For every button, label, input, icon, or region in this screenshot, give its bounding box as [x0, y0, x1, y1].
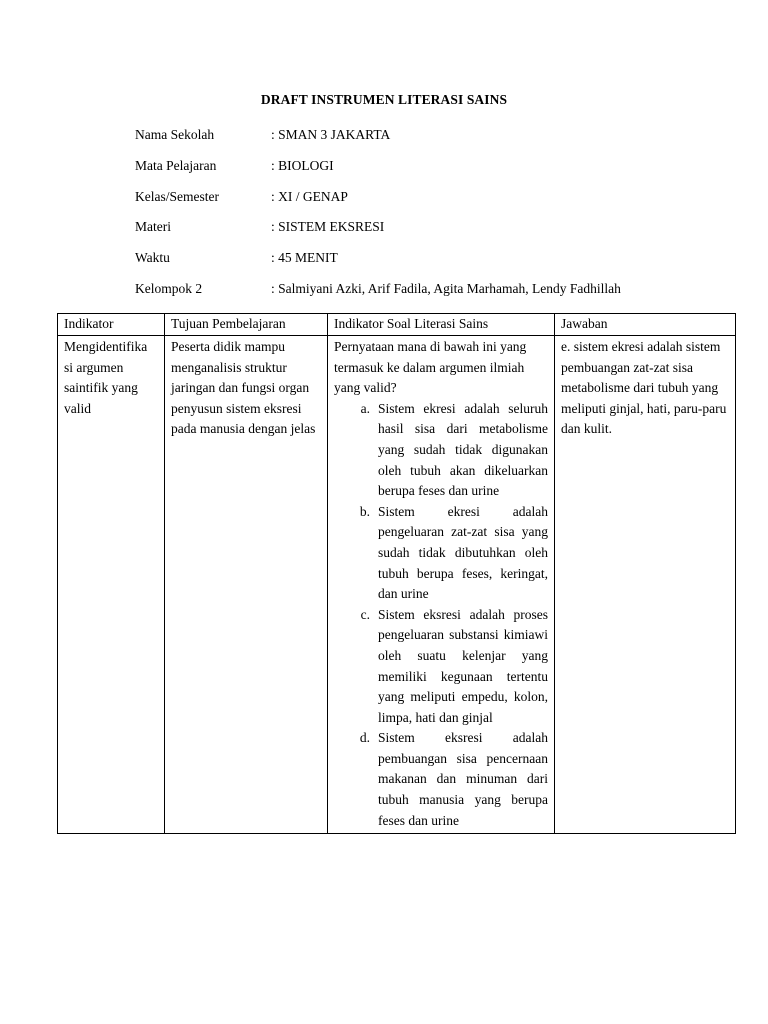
meta-key: Waktu: [135, 250, 170, 266]
meta-row-group: [135, 281, 621, 312]
cell-jawaban: [555, 336, 736, 834]
table-header-row: [58, 314, 736, 336]
meta-row-material: [135, 219, 621, 250]
option-letter: d.: [359, 730, 370, 746]
option-letter: b.: [359, 503, 370, 519]
meta-value: : SISTEM EKSRESI: [271, 219, 385, 235]
indikator-text: Mengidentifika si argumen saintifik yang valid: [64, 339, 148, 416]
option-text: Sistem eksresi adalah proses pengeluaran substansi kimiawi oleh suatu kelenjar yang memiliki kegunaan tertentu yang meliputi empedu, kolon, limpa, hati dan ginjal: [378, 606, 548, 725]
option-letter: a.: [360, 400, 370, 416]
question-text: Pernyataan mana di bawah ini yang termasuk ke dalam argumen ilmiah yang valid?: [334, 339, 527, 396]
cell-indikator: [58, 336, 165, 834]
option-d: [334, 728, 548, 831]
option-text: Sistem ekresi adalah pengeluaran zat-zat sisa yang sudah tidak dibutuhkan oleh tubuh berupa feses, keringat, dan urine: [378, 503, 548, 602]
meta-key: Materi: [135, 219, 171, 235]
option-c: [334, 605, 548, 729]
instrument-table: [57, 313, 736, 834]
table-row: [58, 336, 736, 834]
document-title: DRAFT INSTRUMEN LITERASI SAINS: [260, 92, 508, 107]
meta-value: : XI / GENAP: [271, 188, 348, 204]
meta-row-class: [135, 189, 621, 220]
meta-row-time: [135, 250, 621, 281]
header-tujuan: Tujuan Pembelajaran: [165, 314, 328, 336]
header-indikator: Indikator: [58, 314, 165, 336]
option-a: [334, 399, 548, 502]
header-jawaban: Jawaban: [555, 314, 736, 336]
meta-key: Nama Sekolah: [135, 127, 215, 142]
meta-value: : 45 MENIT: [271, 250, 338, 266]
meta-key: Kelas/Semester: [135, 188, 219, 204]
option-letter: c.: [360, 606, 370, 622]
jawaban-text: e. sistem ekresi adalah sistem pembuangan zat-zat sisa metabolisme dari tubuh yang meliputi ginjal, hati, paru-paru dan kulit.: [561, 339, 727, 437]
meta-row-school: [135, 127, 621, 158]
cell-tujuan: [165, 336, 328, 834]
metadata-block: [135, 127, 621, 312]
answer-options: [334, 399, 548, 831]
meta-value: : Salmiyani Azki, Arif Fadila, Agita Marhamah, Lendy Fadhillah: [271, 280, 621, 296]
meta-key: Kelompok 2: [135, 280, 203, 296]
meta-value: : BIOLOGI: [271, 157, 334, 173]
cell-soal: [328, 336, 555, 834]
meta-row-subject: [135, 158, 621, 189]
option-text: Sistem ekresi adalah seluruh hasil sisa dari metabolisme yang sudah tidak digunakan oleh tubuh akan dikeluarkan berupa feses dan urine: [378, 400, 548, 499]
option-text: Sistem eksresi adalah pembuangan sisa pencernaan makanan dan minuman dari tubuh manusia yang berupa feses dan urine: [378, 730, 548, 828]
option-b: [334, 502, 548, 605]
meta-key: Mata Pelajaran: [135, 157, 217, 173]
meta-value: : SMAN 3 JAKARTA: [271, 127, 391, 142]
tujuan-text: Peserta didik mampu menganalisis struktur jaringan dan fungsi organ penyusun sistem eksresi pada manusia dengan jelas: [171, 339, 316, 437]
header-soal: Indikator Soal Literasi Sains: [328, 314, 555, 336]
